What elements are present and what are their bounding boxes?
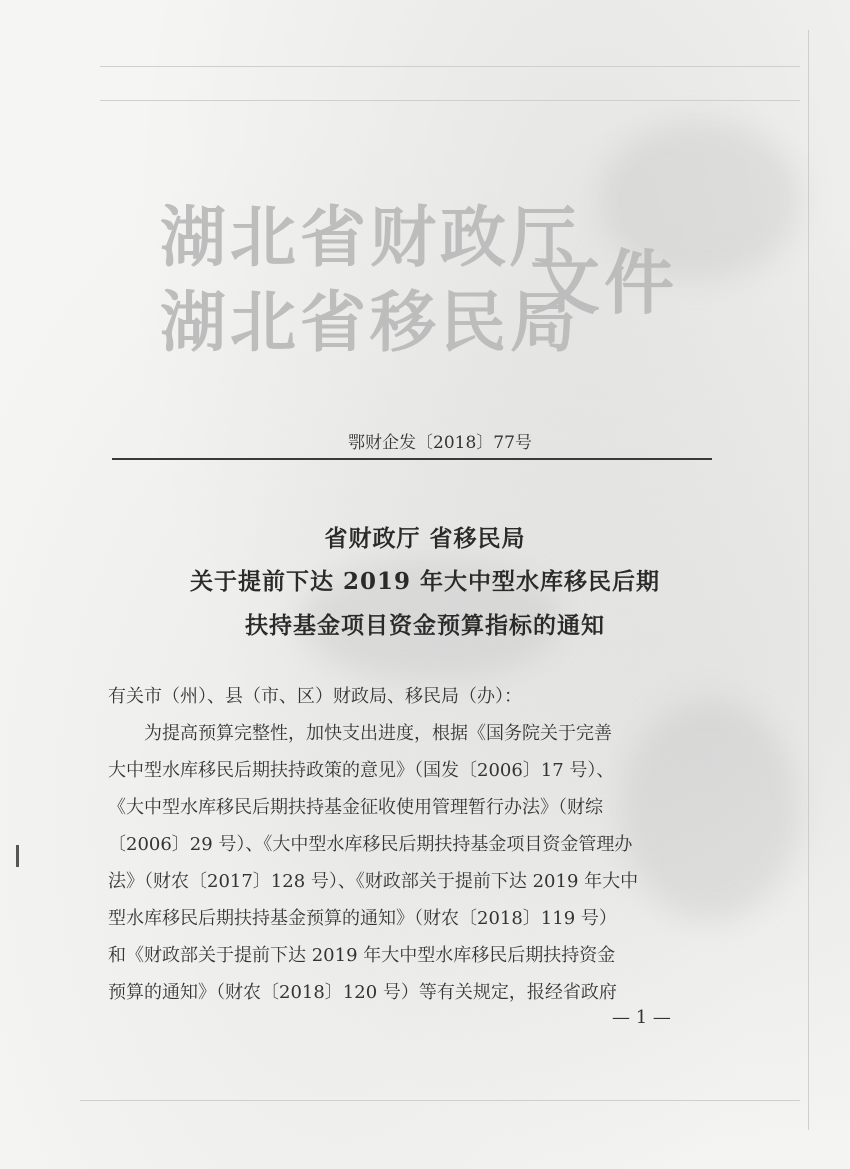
document-number: 鄂财企发〔2018〕77号 — [348, 433, 532, 453]
body-paragraph — [108, 715, 698, 1011]
scan-border-bottom — [80, 1100, 800, 1101]
page-number: — 1 — — [612, 1007, 671, 1028]
paragraph-line: 法》（财农〔2017〕128 号）、《财政部关于提前下达 2019 年大中 — [108, 871, 639, 892]
paragraph-line: 大中型水库移民后期扶持政策的意见》（国发〔2006〕17 号）、 — [108, 760, 615, 781]
paragraph-line: 《大中型水库移民后期扶持基金征收使用管理暂行办法》（财综 — [108, 797, 603, 818]
title-line-1: 省财政厅 省移民局 — [324, 525, 526, 552]
header-divider — [112, 458, 712, 460]
paragraph-line: 为提高预算完整性，加快支出进度，根据《国务院关于完善 — [108, 723, 612, 744]
title-line-3: 扶持基金项目资金预算指标的通知 — [245, 612, 605, 639]
recipients-line: 有关市（州）、县（市、区）财政局、移民局（办）： — [108, 686, 522, 707]
scan-border-top — [100, 66, 800, 67]
paragraph-line: 〔2006〕29 号）、《大中型水库移民后期扶持基金项目资金管理办 — [108, 834, 633, 855]
org-name-finance: 湖北省财政厅 — [160, 199, 580, 276]
org-name-migration: 湖北省移民局 — [160, 284, 580, 361]
scan-border-line — [100, 100, 800, 101]
paragraph-line: 预算的通知》（财农〔2018〕120 号）等有关规定，报经省政府 — [108, 982, 617, 1003]
paragraph-line: 和《财政部关于提前下达 2019 年大中型水库移民后期扶持资金 — [108, 945, 616, 966]
document-type-label: 文件 — [530, 242, 678, 324]
scan-mark-left — [16, 845, 19, 867]
title-line-2: 关于提前下达 2019 年大中型水库移民后期 — [189, 568, 661, 595]
paragraph-line: 型水库移民后期扶持基金预算的通知》（财农〔2018〕119 号） — [108, 908, 617, 929]
